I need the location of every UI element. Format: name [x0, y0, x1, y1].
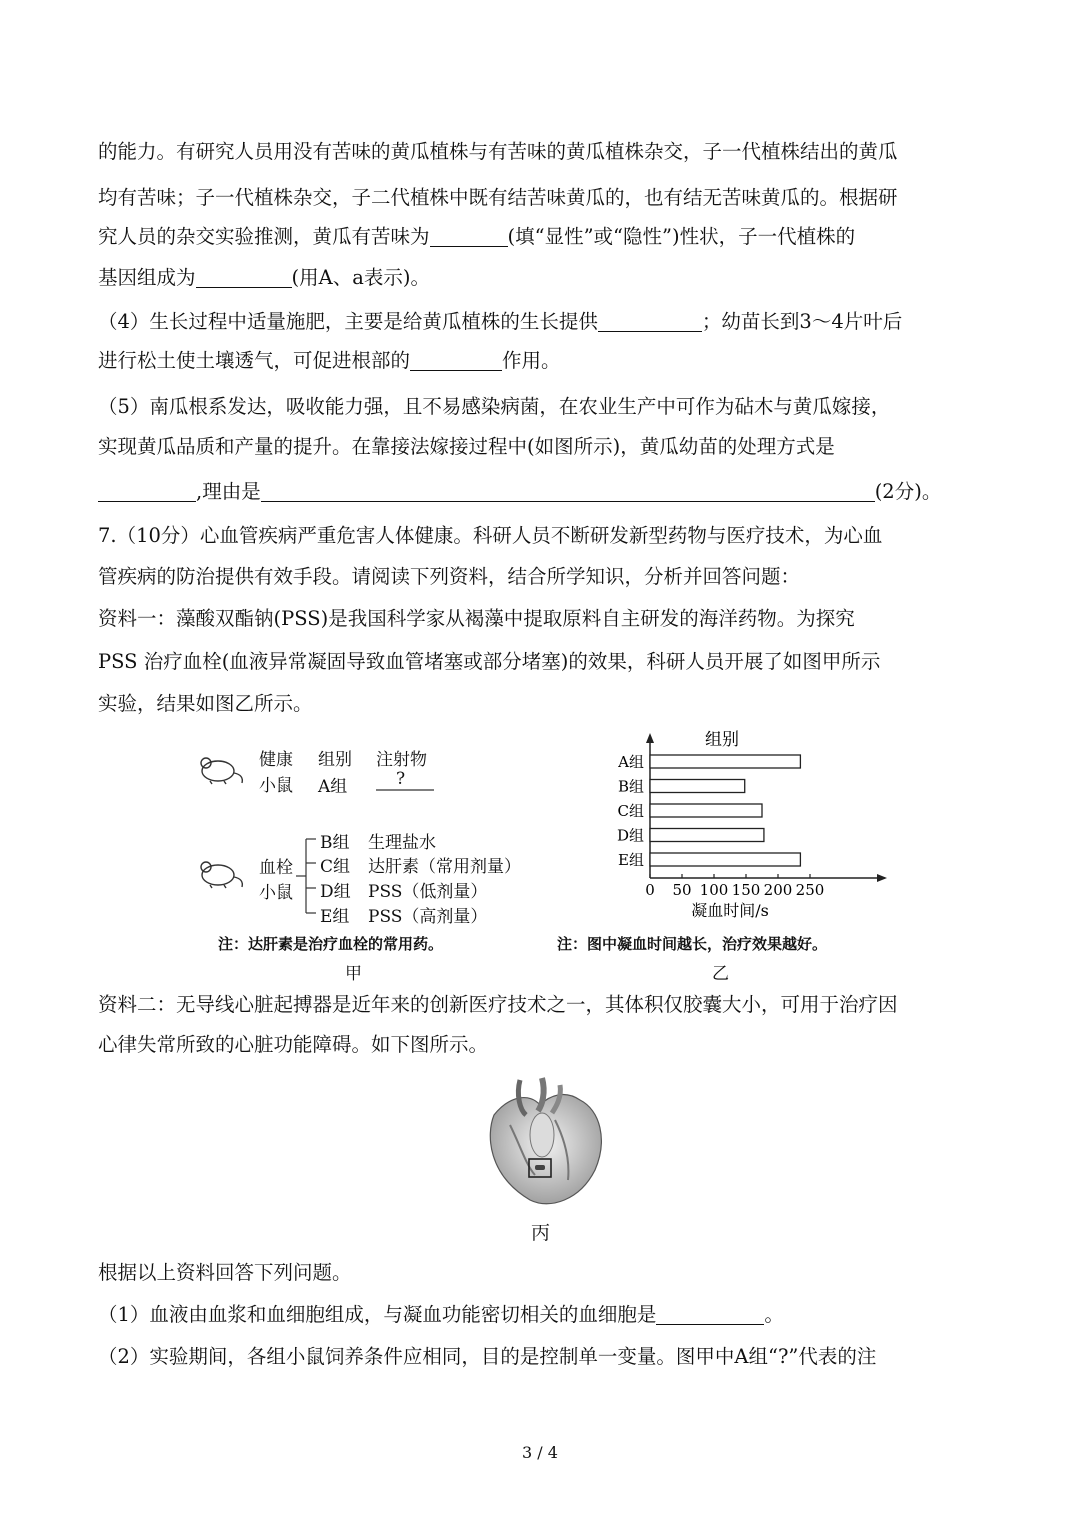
text-segment: (用A、a表示)。 — [291, 266, 430, 289]
label-b-injection: 生理盐水 — [368, 833, 436, 853]
text-line: 资料一：藻酸双酯钠(PSS)是我国科学家从褐藻中提取原料自主研发的海洋药物。为探究 — [98, 607, 855, 630]
text-segment: (2分)。 — [874, 480, 942, 503]
mouse-icon — [201, 758, 242, 784]
text-line — [98, 346, 561, 376]
figure-jia — [190, 735, 560, 985]
label-group-e: E组 — [320, 907, 350, 927]
text-line: 实验，结果如图乙所示。 — [98, 692, 313, 715]
category-label: B组 — [617, 777, 644, 796]
label-d-injection: PSS（低剂量） — [368, 882, 488, 902]
answer-blank[interactable] — [430, 224, 508, 247]
x-axis-arrow — [877, 874, 887, 882]
bar — [650, 853, 800, 866]
text-segment: ；幼苗长到3～4片叶后 — [701, 310, 903, 333]
text-line — [98, 263, 430, 293]
text-line: （2）实验期间，各组小鼠饲养条件应相同，目的是控制单一变量。图甲中A组“?”代表的注 — [98, 1345, 877, 1368]
category-label: C组 — [617, 802, 644, 820]
chart-title: 组别 — [705, 730, 739, 750]
figure-jia-note: 注：达肝素是治疗血栓的常用药。 — [218, 935, 444, 953]
answer-blank[interactable] — [98, 479, 196, 502]
text-segment: 进行松土使土壤透气，可促进根部的 — [98, 349, 411, 372]
figure-yi-caption: 乙 — [712, 964, 729, 984]
x-tick-label: 50 — [672, 881, 692, 899]
label-group-c: C组 — [320, 857, 351, 877]
text-line: 的能力。有研究人员用没有苦味的黄瓜植株与有苦味的黄瓜植株杂交，子一代植株结出的黄瓜 — [98, 140, 898, 163]
text-segment: （1）血液由血浆和血细胞组成，与凝血功能密切相关的血细胞是 — [98, 1303, 657, 1326]
mouse-icon — [201, 862, 242, 888]
label-healthy: 健康 — [259, 750, 293, 770]
label-group-a: A组 — [318, 777, 348, 797]
bar — [650, 755, 800, 768]
label-c-injection: 达肝素（常用剂量） — [368, 857, 521, 877]
figure-bing-caption: 丙 — [531, 1222, 551, 1244]
text-segment: 。 — [764, 1303, 784, 1326]
bar-chart — [555, 725, 915, 935]
text-line: 7.（10分）心血管疾病严重危害人体健康。科研人员不断研发新型药物与医疗技术，为心血 — [98, 524, 883, 547]
label-a-injection: ? — [396, 769, 406, 789]
label-group-b: B组 — [320, 833, 350, 853]
answer-blank[interactable] — [196, 265, 292, 288]
text-line: 均有苦味；子一代植株杂交，子二代植株中既有结苦味黄瓜的，也有结无苦味黄瓜的。根据研 — [98, 186, 898, 209]
label-e-injection: PSS（高剂量） — [368, 907, 488, 927]
text-line: （5）南瓜根系发达，吸收能力强，且不易感染病菌，在农业生产中可作为砧木与黄瓜嫁接， — [98, 395, 891, 418]
text-line: 心律失常所致的心脏功能障碍。如下图所示。 — [98, 1033, 489, 1056]
answer-blank[interactable] — [261, 479, 875, 502]
x-axis-label: 凝血时间/s — [691, 901, 769, 920]
text-segment: 基因组成为 — [98, 266, 196, 289]
x-tick-label: 250 — [795, 881, 825, 899]
text-segment: ,理由是 — [196, 480, 261, 503]
text-line — [98, 307, 902, 337]
category-label: E组 — [618, 851, 644, 869]
text-line: 根据以上资料回答下列问题。 — [98, 1261, 352, 1284]
bar — [650, 780, 745, 793]
text-line — [98, 1300, 784, 1330]
text-segment: 究人员的杂交实验推测，黄瓜有苦味为 — [98, 225, 430, 248]
figure-yi — [555, 725, 915, 985]
text-line — [98, 222, 855, 252]
text-segment: 作用。 — [502, 349, 561, 372]
label-col-group: 组别 — [318, 750, 352, 770]
category-label: D组 — [616, 826, 644, 845]
category-label: A组 — [618, 753, 644, 771]
y-axis-arrow — [646, 733, 654, 743]
answer-blank[interactable] — [598, 309, 702, 332]
x-tick-label: 150 — [731, 881, 761, 899]
text-segment: (填“显性”或“隐性”)性状，子一代植株的 — [507, 225, 856, 248]
x-tick-label: 100 — [699, 881, 729, 899]
bar — [650, 829, 764, 842]
figure-jia-caption: 甲 — [345, 964, 362, 984]
text-line: 资料二：无导线心脏起搏器是近年来的创新医疗技术之一，其体积仅胶囊大小，可用于治疗因 — [98, 993, 898, 1016]
label-group-d: D组 — [320, 882, 351, 902]
text-line: 实现黄瓜品质和产量的提升。在靠接法嫁接过程中(如图所示)，黄瓜幼苗的处理方式是 — [98, 435, 835, 458]
text-line: PSS 治疗血栓(血液异常凝固导致血管堵塞或部分堵塞)的效果，科研人员开展了如图甲所示 — [98, 650, 881, 673]
heart-illustration — [480, 1075, 610, 1210]
page-number: 3 / 4 — [522, 1443, 558, 1462]
answer-blank[interactable] — [410, 348, 502, 371]
label-thrombus: 血栓 — [259, 858, 293, 878]
figure-bing — [480, 1075, 610, 1210]
label-mouse: 小鼠 — [259, 776, 293, 796]
bar — [650, 804, 762, 817]
label-col-injection: 注射物 — [376, 750, 427, 770]
text-segment: （4）生长过程中适量施肥，主要是给黄瓜植株的生长提供 — [98, 310, 598, 333]
x-tick-label: 200 — [763, 881, 793, 899]
text-line: 管疾病的防治提供有效手段。请阅读下列资料，结合所学知识，分析并回答问题： — [98, 565, 801, 588]
label-mouse: 小鼠 — [259, 883, 293, 903]
text-line — [98, 477, 941, 507]
x-tick-label: 0 — [645, 881, 655, 899]
figure-yi-note: 注：图中凝血时间越长，治疗效果越好。 — [557, 935, 828, 953]
answer-blank[interactable] — [656, 1302, 764, 1325]
